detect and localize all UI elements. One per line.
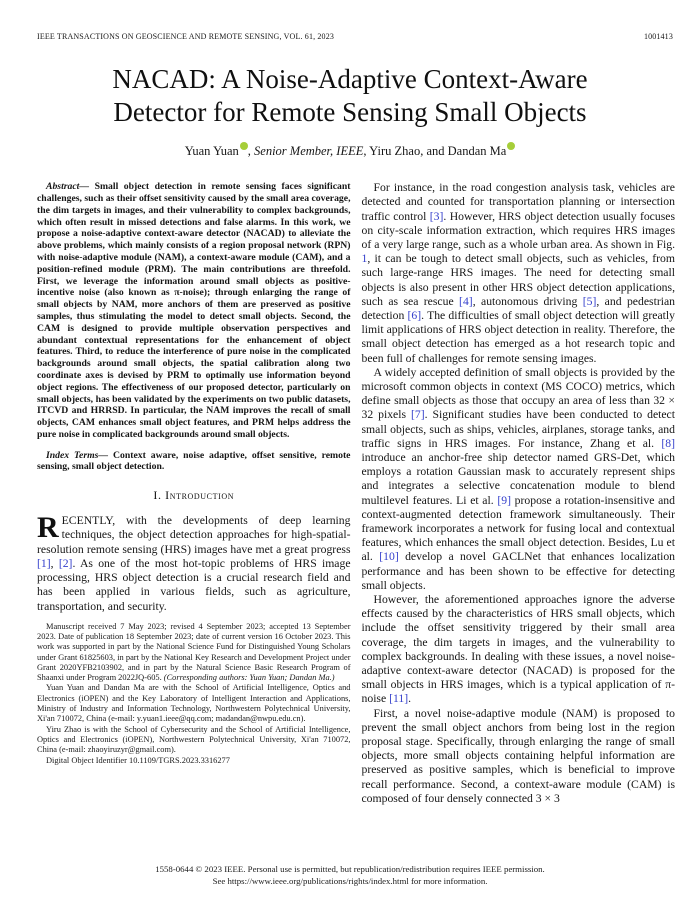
footnote-manuscript-text: Manuscript received 7 May 2023; revised 4 September 2023; accepted 13 September 2023. Date of publication 18 September 2023; date of current version 16 October 2023. This work was supported in part by the National Science Fund for Distinguished Young Scholars under Grant 61825603, in part by the National Key Research and Development Project under Grant 2020YFB2103902, and in part by the Natural Science Basic Research Program of Shaanxi under Program 2022JQ-605.: [37, 621, 351, 683]
drop-cap: R: [37, 511, 59, 545]
first-page-footnote: [37, 622, 351, 766]
journal-name: IEEE TRANSACTIONS ON GEOSCIENCE AND REMOTE SENSING, VOL. 61, 2023: [37, 32, 335, 41]
footnote-manuscript: [37, 622, 351, 684]
footnote-corresponding-authors: (Corresponding authors: Yuan Yuan; Dandan Ma.): [163, 673, 335, 683]
intro-paragraph-1: [37, 511, 351, 613]
abstract: [37, 181, 351, 441]
orcid-icon[interactable]: [240, 142, 248, 150]
author-line: [0, 142, 700, 159]
citation-link[interactable]: [6]: [407, 308, 422, 322]
intro-paragraph-5: First, a novel noise-adaptive module (NAM) is proposed to prevent the small object anchors from being lost in the region proposal stage. Specifically, through enlarging the range of small objects, more small objects containing helpful information are preserved as positive samples, which is beneficial to improve recall performance. Second, a context-aware module (CAM) is composed of four densely connected 3 × 3: [361, 706, 675, 805]
citation-link[interactable]: [8]: [661, 436, 675, 450]
citation-link[interactable]: [5]: [582, 294, 597, 308]
footnote-affiliation-1: Yuan Yuan and Dandan Ma are with the School of Artificial Intelligence, Optics and Electronics (iOPEN) and the Key Laboratory of Intelligent Interaction and Applications, Ministry of Industry and Information Technology, Northwestern Polytechnical University, Xi'an 710072, China (e-mail: y.yuan1.ieee@qq.com; madandan@nwpu.edu.cn).: [37, 683, 351, 724]
citation-link[interactable]: [3]: [429, 209, 444, 223]
citation-link[interactable]: [7]: [410, 408, 425, 422]
intro-paragraph-3: A widely accepted definition of small objects is provided by the microsoft common objects in context (MS COCO) metrics, which define small objects as those that occupy an area of less than 32 × 32 pixels [7]. Significant studies have been conducted to detect small objects, such as ships, vehicles, airplanes, storage tanks, and traffic signs in HRS images. For instance, Zhang et al. [8] introduce an anchor-free ship detector named GRS-Det, which employs a rotation Gaussian mask to accurately represent ships and integrates a selective concatenation module to blend multilevel features. Li et al. [9] propose a rotation-insensitive and context-augmented detection framework simultaneously. Their framework incorporates a network for fusing local and contextual features, which enhances the small object detection. Besides, Lu et al. [10] develop a novel GACLNet that enhances localization performance and has been shown to be effective for detecting small objects.: [361, 365, 676, 592]
running-header: [37, 32, 673, 41]
intro-paragraph-4: However, the aforementioned approaches ignore the adverse effects caused by the characteristics of HRS small objects, which include the offset sensitivity triggered by their small area coverage, the dim targets in images, and the vulnerability to complex backgrounds. In dealing with these issues, a novel noise-adaptive context-aware detector (NACAD) is proposed for the small objects in HRS images, which is a typical application of π-noise [11].: [361, 593, 675, 706]
orcid-icon[interactable]: [507, 142, 515, 150]
figure-link[interactable]: 1: [361, 252, 368, 266]
footnote-doi: Digital Object Identifier 10.1109/TGRS.2023.3316277: [46, 755, 230, 765]
index-terms-label: Index Terms—: [46, 449, 109, 461]
citation-link[interactable]: [2]: [58, 556, 73, 570]
copyright-footer: [0, 864, 700, 887]
author-separator: ,: [247, 144, 255, 159]
citation-link[interactable]: [10]: [379, 550, 399, 564]
intro-paragraph-2: For instance, in the road congestion analysis task, vehicles are detected and counted for transportation planning or intersection traffic control [3]. However, HRS object detection usually focuses on city-scale information extraction, which requires HRS images of a very large range, such as a whole urban area. As shown in Fig. 1, it can be tough to detect small objects, such as vehicles, from such large-range HRS images. The need for detecting small objects is also present in other HRS object detection applications, such as sea rescue [4], autonomous driving [5], and pedestrian detection [6]. The difficulties of small object detection will greatly limit applications of HRS object detection in reality. Therefore, the small object detection has emerged as a hot research topic and been full of challenges for remote sensing images.: [361, 181, 675, 365]
author-names-rest: , Yiru Zhao, and Dandan Ma: [363, 144, 507, 159]
index-terms: [37, 450, 351, 474]
right-column: [362, 181, 676, 806]
author-name-1: Yuan Yuan: [184, 144, 239, 159]
left-column: [37, 181, 351, 766]
paper-title: [40, 63, 660, 129]
citation-link[interactable]: [9]: [497, 493, 511, 507]
author-role: Senior Member, IEEE: [254, 144, 364, 159]
abstract-label: Abstract—: [46, 181, 90, 193]
intro-paragraph-1-text: ECENTLY, with the developments of deep learning techniques, the object detection approaches for high-spatial-resolution remote sensing (HRS) images have met a great progress [1], [2]. As one of the most hot-topic problems of HRS image processing, HRS object detection is a crucial research field and has been applied in various fields, such as agriculture, transportation, and security.: [37, 514, 351, 613]
copyright-line-1: 1558-0644 © 2023 IEEE. Personal use is permitted, but republication/redistribution requires IEEE permission.: [155, 864, 545, 874]
index-terms-text: Context aware, noise adaptive, offset sensitive, remote sensing, small object detection.: [37, 449, 351, 473]
abstract-text: Small object detection in remote sensing faces significant challenges, such as their offset sensitivity caused by the small area coverage, the dim targets in images, and their vulnerability to complex backgrounds, which often result in missed detections and false alarms. In this work, we propose a noise-adaptive context-aware detector (NACAD) to alleviate the above problems, which mainly consists of a region proposal network (RPN) with noise-adaptive module (NAM), a context-aware module (CAM), and a position-refined module (PRM). The main contributions are threefold. First, we leverage the information around small objects as positive-incentive noise (also known as π-noise); through enlarging the range of small objects by NAM, more anchors of them are preserved as positive samples, thus stimulating the model to detect small objects. Second, the CAM is designed to provide multiple observation perspectives and abundant contextual representations for the enhancement of object features. Third, to reduce the interference of pure noise in the complicated backgrounds around small objects, the spatial calibration along two coordinate axes is devised by PRM to optimally use information beyond object regions. The effectiveness of our proposed detector, particularly on small objects, has been validated by the experiments on two public datasets, ITCVD and HRRSD. In particular, the NAM improves the recall of small objects, CAM enhances small object features, and PRM helps address the pure noise in complicated backgrounds around small objects.: [37, 181, 351, 440]
two-column-body: [37, 181, 675, 806]
article-page-number: 1001413: [643, 32, 673, 41]
footnote-affiliation-2: Yiru Zhao is with the School of Cybersecurity and the School of Artificial Intelligence, Optics and Electronics (iOPEN), Northwestern Polytechnical University, Xi'an 710072, China (e-mail: zhaoyiruzyr@gmail.com).: [37, 724, 351, 755]
paper-title-line2: Detector for Remote Sensing Small Objects: [113, 97, 587, 127]
citation-link[interactable]: [1]: [37, 556, 51, 570]
citation-link[interactable]: [4]: [459, 294, 473, 308]
copyright-line-2: See https://www.ieee.org/publications/rights/index.html for more information.: [212, 875, 488, 886]
section-heading-introduction: I. Introduction: [153, 488, 235, 503]
citation-link[interactable]: [11]: [389, 692, 409, 706]
paper-title-line1: NACAD: A Noise-Adaptive Context-Aware: [112, 64, 588, 94]
